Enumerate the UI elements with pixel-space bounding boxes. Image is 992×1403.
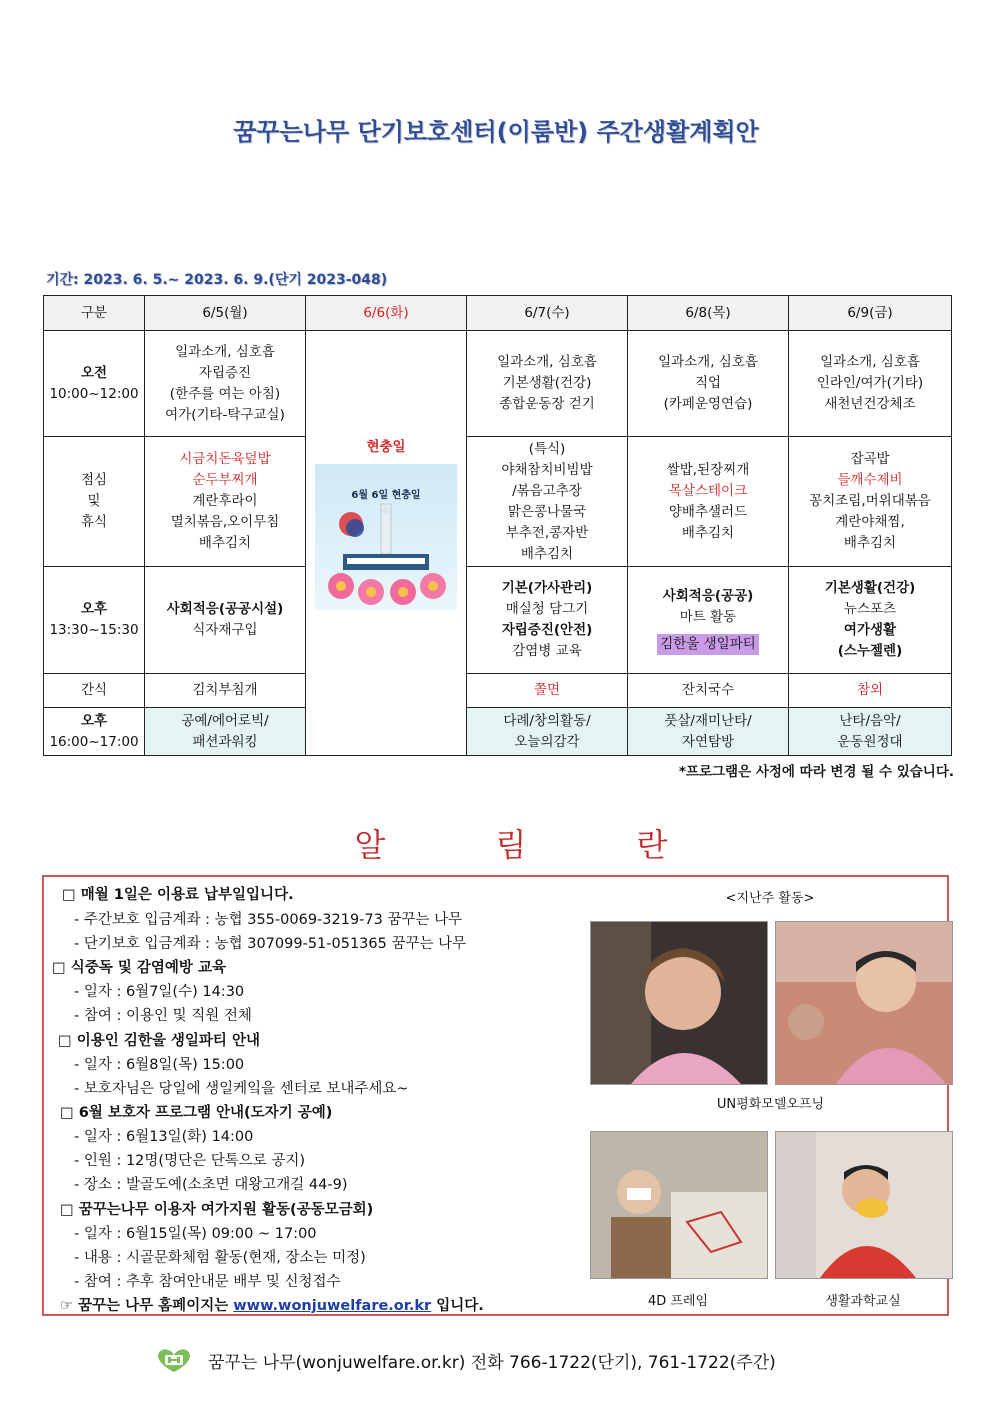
header-cell: 6/7(수) <box>467 296 628 331</box>
notice-heading: □ 식중독 및 감염예방 교육 <box>52 960 226 976</box>
notice-heading: □ 꿈꾸는나무 이용자 여가지원 활동(공동모금회) <box>60 1202 374 1218</box>
notice-line: - 일자 : 6월7일(수) 14:30 <box>74 984 245 1000</box>
cell-pm-thu: 사회적응(공공) 마트 활동 김한울 생일파티 <box>628 567 789 674</box>
holiday-label: 현충일 <box>366 439 406 455</box>
notice-heading: □ 6월 보호자 프로그램 안내(도자기 공예) <box>60 1105 333 1121</box>
footer-contact: 꿈꾸는 나무(wonjuwelfare.or.kr) 전화 766-1722(단기), 761-1722(주간) <box>208 1353 776 1373</box>
notice-line: - 내용 : 시골문화체험 활동(현재, 장소는 미정) <box>74 1250 366 1266</box>
cell-lunch-mon: 시금치돈육덮밥 순두부찌개 계란후라이 멸치볶음,오이무침 배추김치 <box>145 437 306 567</box>
notice-line: - 인원 : 12명(명단은 단톡으로 공지) <box>74 1153 306 1169</box>
header-cell: 6/9(금) <box>789 296 952 331</box>
notice-line: - 주간보호 입금계좌 : 농협 355-0069-3219-73 꿈꾸는 나무 <box>74 912 463 928</box>
notice-line: - 일자 : 6월13일(화) 14:00 <box>74 1129 254 1145</box>
notice-box <box>42 875 949 1316</box>
notice-heading: □ 이용인 김한울 생일파티 안내 <box>58 1033 260 1049</box>
photo-caption: 4D 프레임 <box>647 1294 709 1309</box>
table-row <box>44 567 952 674</box>
table-row <box>44 331 952 437</box>
row-label: 오전 10:00~12:00 <box>44 331 145 437</box>
notice-heading: □ 매월 1일은 이용료 납부일입니다. <box>62 887 294 903</box>
header-cell: 6/5(월) <box>145 296 306 331</box>
header-cell: 6/6(화) <box>306 296 467 331</box>
page-title: 꿈꾸는나무 단기보호센터(이룸반) 주간생활계획안 <box>233 118 759 146</box>
photo-activity-1 <box>590 921 768 1085</box>
header-cell: 6/8(목) <box>628 296 789 331</box>
notice-line: - 일자 : 6월15일(목) 09:00 ~ 17:00 <box>74 1226 317 1242</box>
cell-pm-fri: 기본생활(건강) 뉴스포츠 여가생활 (스누젤렌) <box>789 567 952 674</box>
cell-pm2-wed: 다례/창의활동/ 오늘의감각 <box>467 708 628 756</box>
notice-line: - 보호자님은 당일에 생일케잌을 센터로 보내주세요~ <box>74 1081 409 1097</box>
homepage-line: ☞ 꿈꾸는 나무 홈페이지는 www.wonjuwelfare.or.kr 입니다. <box>60 1298 484 1314</box>
cell-snack-mon: 김치부침개 <box>145 674 306 708</box>
cell-lunch-thu: 쌀밥,된장찌개 목살스테이크 양배추샐러드 배추김치 <box>628 437 789 567</box>
header-cell: 구분 <box>44 296 145 331</box>
photo-activity-2 <box>775 921 953 1085</box>
notice-line: - 참여 : 추후 참여안내문 배부 및 신청접수 <box>74 1274 341 1290</box>
table-row <box>44 674 952 708</box>
memorial-day-poster <box>315 464 457 610</box>
photos-title: <지난주 활동> <box>725 891 815 906</box>
dreaming-tree-logo <box>152 1346 196 1374</box>
cell-snack-wed: 쫄면 <box>467 674 628 708</box>
row-label: 오후 13:30~15:30 <box>44 567 145 674</box>
notice-line: - 단기보호 입금계좌 : 농협 307099-51-051365 꿈꾸는 나무 <box>74 936 467 952</box>
homepage-link[interactable]: www.wonjuwelfare.or.kr <box>233 1298 432 1314</box>
notice-title: 알 림 란 <box>354 826 718 864</box>
photo-caption: 생활과학교실 <box>825 1294 901 1309</box>
photo-activity-4 <box>775 1131 953 1279</box>
cell-am-fri: 일과소개, 심호흡 인라인/여가(기타) 새천년건강체조 <box>789 331 952 437</box>
cell-pm2-fri: 난타/음악/ 운동원정대 <box>789 708 952 756</box>
row-label: 점심 및 휴식 <box>44 437 145 567</box>
cell-am-thu: 일과소개, 심호흡 직업 (카페운영연습) <box>628 331 789 437</box>
poster-text: 6월 6일 현충일 <box>351 490 421 501</box>
cell-snack-thu: 잔치국수 <box>628 674 789 708</box>
cell-lunch-fri: 잡곡밥 들깨수제비 꽁치조림,머위대볶음 계란야채찜, 배추김치 <box>789 437 952 567</box>
cell-am-wed: 일과소개, 심호흡 기본생활(건강) 종합운동장 걷기 <box>467 331 628 437</box>
cell-pm-mon: 사회적응(공공시설) 식자재구입 <box>145 567 306 674</box>
cell-pm2-thu: 풋살/재미난타/ 자연탐방 <box>628 708 789 756</box>
notice-line: - 일자 : 6월8일(목) 15:00 <box>74 1057 245 1073</box>
table-header-row <box>44 296 952 331</box>
cell-pm-wed: 기본(가사관리) 매실청 담그기 자립증진(안전) 감염병 교육 <box>467 567 628 674</box>
period-label: 기간: 2023. 6. 5.~ 2023. 6. 9.(단기 2023-048) <box>46 272 388 288</box>
notice-line: - 참여 : 이용인 및 직원 전체 <box>74 1008 252 1024</box>
birthday-highlight: 김한울 생일파티 <box>657 634 759 655</box>
notice-line: - 장소 : 발골도예(소초면 대왕고개길 44-9) <box>74 1177 348 1193</box>
cell-pm2-mon: 공예/에어로빅/ 패션과워킹 <box>145 708 306 756</box>
schedule-note: *프로그램은 사정에 따라 변경 될 수 있습니다. <box>678 764 954 780</box>
table-row <box>44 708 952 756</box>
cell-am-mon: 일과소개, 심호흡 자립증진 (한주를 여는 아침) 여가(기타-탁구교실) <box>145 331 306 437</box>
holiday-cell <box>306 331 467 756</box>
photo-caption: UN평화모델오프닝 <box>716 1097 825 1112</box>
cell-snack-fri: 참외 <box>789 674 952 708</box>
row-label: 오후 16:00~17:00 <box>44 708 145 756</box>
table-row <box>44 437 952 567</box>
photo-activity-3 <box>590 1131 768 1279</box>
row-label: 간식 <box>44 674 145 708</box>
weekly-schedule-table <box>43 295 952 756</box>
cell-lunch-wed: (특식) 야채참치비빔밥 /볶음고추장 맑은콩나물국 부추전,콩자반 배추김치 <box>467 437 628 567</box>
